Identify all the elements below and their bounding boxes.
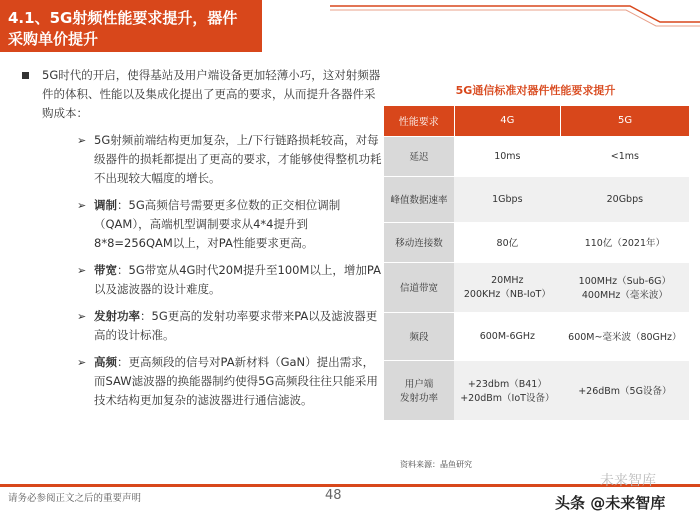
cell-5g: 100MHz（Sub-6G） 400MHz（毫米波） [561,262,689,312]
table-source: 资料来源：晶鱼研究 [400,460,472,469]
square-bullet-icon [22,72,29,79]
table-row [384,222,689,262]
table-header-row [384,106,689,136]
cell-5g: +26dBm（5G设备） [561,360,689,420]
decorative-lines [330,0,700,30]
table-row [384,312,689,360]
table-header-cell: 5G [561,106,689,136]
cell-5g: 110亿（2021年） [561,222,689,262]
table-row [384,262,689,312]
cell-4g: 80亿 [454,222,561,262]
row-label: 延迟 [384,136,454,176]
body-text [22,66,382,410]
cell-4g: 600M-6GHz [454,312,561,360]
table-row [384,176,689,222]
main-bullet [22,66,382,123]
header-title-line2: 采购单价提升 [8,30,99,48]
sub-bullet-1: ➢ 5G射频前端结构更加复杂，上/下行链路损耗较高，对每级器件的损耗都提出了更高的要求，才能够使得整机功耗不出现较大幅度的增长。 [77,133,382,185]
table-header-cell: 性能要求 [384,106,454,136]
arrow-bullet-icon: ➢ [77,199,87,212]
sub-bullet-5: ➢ 高频：更高频段的信号对PA新材料（GaN）提出需求，而SAW滤波器的换能器制约使得5G高频段往往只能采用技术结构更加复杂的滤波器进行通信滤波。 [77,355,378,407]
cell-5g: <1ms [561,136,689,176]
cell-4g: +23dbm（B41） +20dBm（IoT设备） [454,360,561,420]
row-label: 用户端 发射功率 [384,360,454,420]
row-label: 峰值数据速率 [384,176,454,222]
row-label: 信道带宽 [384,262,454,312]
table-title: 5G通信标准对器件性能要求提升 [455,84,616,97]
table-header-cell: 4G [454,106,561,136]
sub-bullet-3: ➢ 带宽：5G带宽从4G时代20M提升至100M以上，增加PA以及滤波器的设计难度。 [77,263,381,296]
cell-4g: 1Gbps [454,176,561,222]
cell-4g: 10ms [454,136,561,176]
arrow-bullet-icon: ➢ [77,356,87,369]
arrow-bullet-icon: ➢ [77,310,87,323]
row-label: 频段 [384,312,454,360]
arrow-bullet-icon: ➢ [77,134,87,147]
table-row [384,360,689,420]
footer-disclaimer: 请务必参阅正文之后的重要声明 [8,493,142,504]
sub-bullet-2: ➢ 调制：5G高频信号需要更多位数的正交相位调制（QAM），高端机型调制要求从4*4提升到8*8=256QAM以上，对PA性能要求更高。 [77,198,341,250]
page-number: 48 [325,488,342,503]
cell-4g: 20MHz 200KHz（NB-IoT） [454,262,561,312]
sub-bullet-4: ➢ 发射功率：5G更高的发射功率要求带来PA以及滤波器更高的设计标准。 [77,309,378,342]
cell-5g: 20Gbps [561,176,689,222]
spec-table [384,106,689,421]
header-title-line1: 4.1、5G射频性能要求提升，器件 [8,9,238,27]
cell-5g: 600M~毫米波（80GHz） [561,312,689,360]
main-bullet-text: 5G时代的开启，使得基站及用户端设备更加轻薄小巧，这对射频器件的体积、性能以及集成化提出了更高的要求，从而提升各器件采购成本： [42,68,381,120]
watermark-text: 头条 @未来智库 [555,494,666,512]
table-row [384,136,689,176]
watermark-faded: 未来智库 [600,473,656,489]
row-label: 移动连接数 [384,222,454,262]
footer-divider [0,484,700,487]
arrow-bullet-icon: ➢ [77,264,87,277]
section-header [0,0,262,52]
